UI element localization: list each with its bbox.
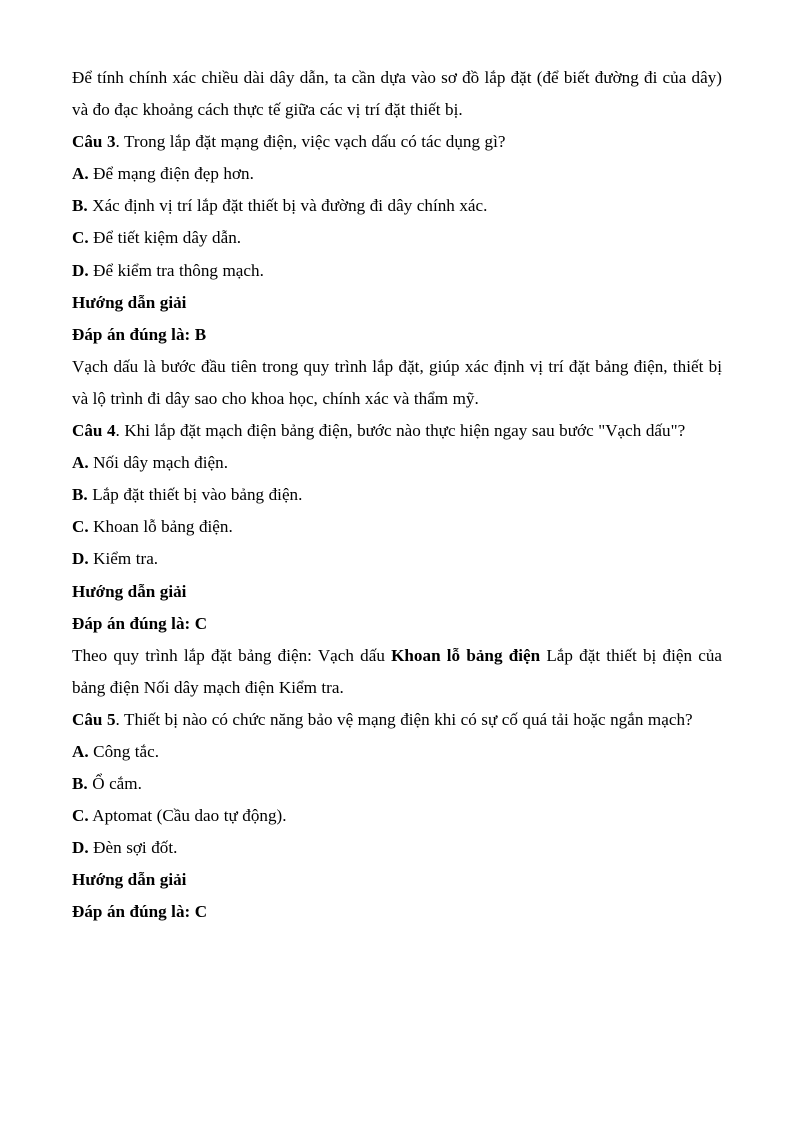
question-4 <box>72 415 722 447</box>
q3-option-a <box>72 158 722 190</box>
q3-option-c-text: Để tiết kiệm dây dẫn. <box>88 228 242 248</box>
q4-explanation-bold: Khoan lỗ bảng điện <box>391 645 541 665</box>
q4-option-c <box>72 511 722 543</box>
q3-explanation: Vạch dấu là bước đầu tiên trong quy trình lắp đặt, giúp xác định vị trí đặt bảng điện, thiết bị và lộ trình đi dây sao cho khoa học, chính xác và thẩm mỹ. <box>72 356 722 408</box>
q3-option-c <box>72 222 722 254</box>
q5-option-d-text: Đèn sợi đốt. <box>88 838 178 858</box>
q5-guide-heading: Hướng dẫn giải <box>72 870 187 890</box>
q4-option-a-text: Nối dây mạch điện. <box>88 453 228 473</box>
q4-option-c-letter: C. <box>72 517 89 537</box>
q4-guide-heading: Hướng dẫn giải <box>72 581 187 601</box>
q4-explanation-before: Theo quy trình lắp đặt bảng điện: Vạch dấu <box>72 645 392 665</box>
document-body <box>72 62 722 929</box>
q5-option-c-letter: C. <box>72 806 89 826</box>
question-3 <box>72 126 722 158</box>
q5-answer: Đáp án đúng là: C <box>72 902 208 922</box>
q3-option-b <box>72 190 722 222</box>
q4-option-b <box>72 479 722 511</box>
question-4-text: . Khi lắp đặt mạch điện bảng điện, bước nào thực hiện ngay sau bước "Vạch dấu"? <box>115 421 686 441</box>
q5-option-d-letter: D. <box>72 838 89 858</box>
q5-option-b-text: Ổ cắm. <box>87 774 142 794</box>
q4-option-c-text: Khoan lỗ bảng điện. <box>88 517 233 537</box>
question-3-label: Câu 3 <box>72 132 116 152</box>
q3-option-c-letter: C. <box>72 228 89 248</box>
q4-option-d <box>72 543 722 575</box>
q5-option-c <box>72 800 722 832</box>
question-5-label: Câu 5 <box>72 709 116 729</box>
q5-option-d <box>72 832 722 864</box>
q3-option-d-text: Để kiểm tra thông mạch. <box>88 260 264 280</box>
q3-option-a-letter: A. <box>72 164 89 184</box>
q5-option-b-letter: B. <box>72 774 88 794</box>
question-3-text: . Trong lắp đặt mạng điện, việc vạch dấu có tác dụng gì? <box>115 132 506 152</box>
q5-option-c-text: Aptomat (Cầu dao tự động). <box>88 806 287 826</box>
q4-explanation <box>72 640 722 704</box>
intro-paragraph: Để tính chính xác chiều dài dây dẫn, ta cần dựa vào sơ đồ lắp đặt (để biết đường đi của dây) và đo đạc khoảng cách thực tế giữa các vị trí đặt thiết bị. <box>72 68 722 120</box>
q3-guide-heading: Hướng dẫn giải <box>72 292 187 312</box>
question-5-text: . Thiết bị nào có chức năng bảo vệ mạng điện khi có sự cố quá tải hoặc ngắn mạch? <box>115 709 693 729</box>
q4-option-b-letter: B. <box>72 485 88 505</box>
q4-option-a-letter: A. <box>72 453 89 473</box>
q3-option-a-text: Để mạng điện đẹp hơn. <box>88 164 254 184</box>
q3-option-d-letter: D. <box>72 260 89 280</box>
q4-explanation-after: Lắp đặt thiết bị điện của bảng điện Nối dây mạch điện Kiểm tra. <box>72 645 722 697</box>
question-4-label: Câu 4 <box>72 421 116 441</box>
q4-option-d-text: Kiểm tra. <box>88 549 159 569</box>
q4-answer: Đáp án đúng là: C <box>72 613 208 633</box>
q4-option-a <box>72 447 722 479</box>
question-5 <box>72 704 722 736</box>
q5-option-b <box>72 768 722 800</box>
q3-option-b-letter: B. <box>72 196 88 216</box>
q4-option-d-letter: D. <box>72 549 89 569</box>
q5-option-a-text: Công tắc. <box>88 741 160 761</box>
q3-option-b-text: Xác định vị trí lắp đặt thiết bị và đường đi dây chính xác. <box>87 196 488 216</box>
q4-option-b-text: Lắp đặt thiết bị vào bảng điện. <box>87 485 303 505</box>
q5-option-a-letter: A. <box>72 741 89 761</box>
q3-option-d <box>72 255 722 287</box>
q5-option-a <box>72 736 722 768</box>
q3-answer: Đáp án đúng là: B <box>72 324 207 344</box>
